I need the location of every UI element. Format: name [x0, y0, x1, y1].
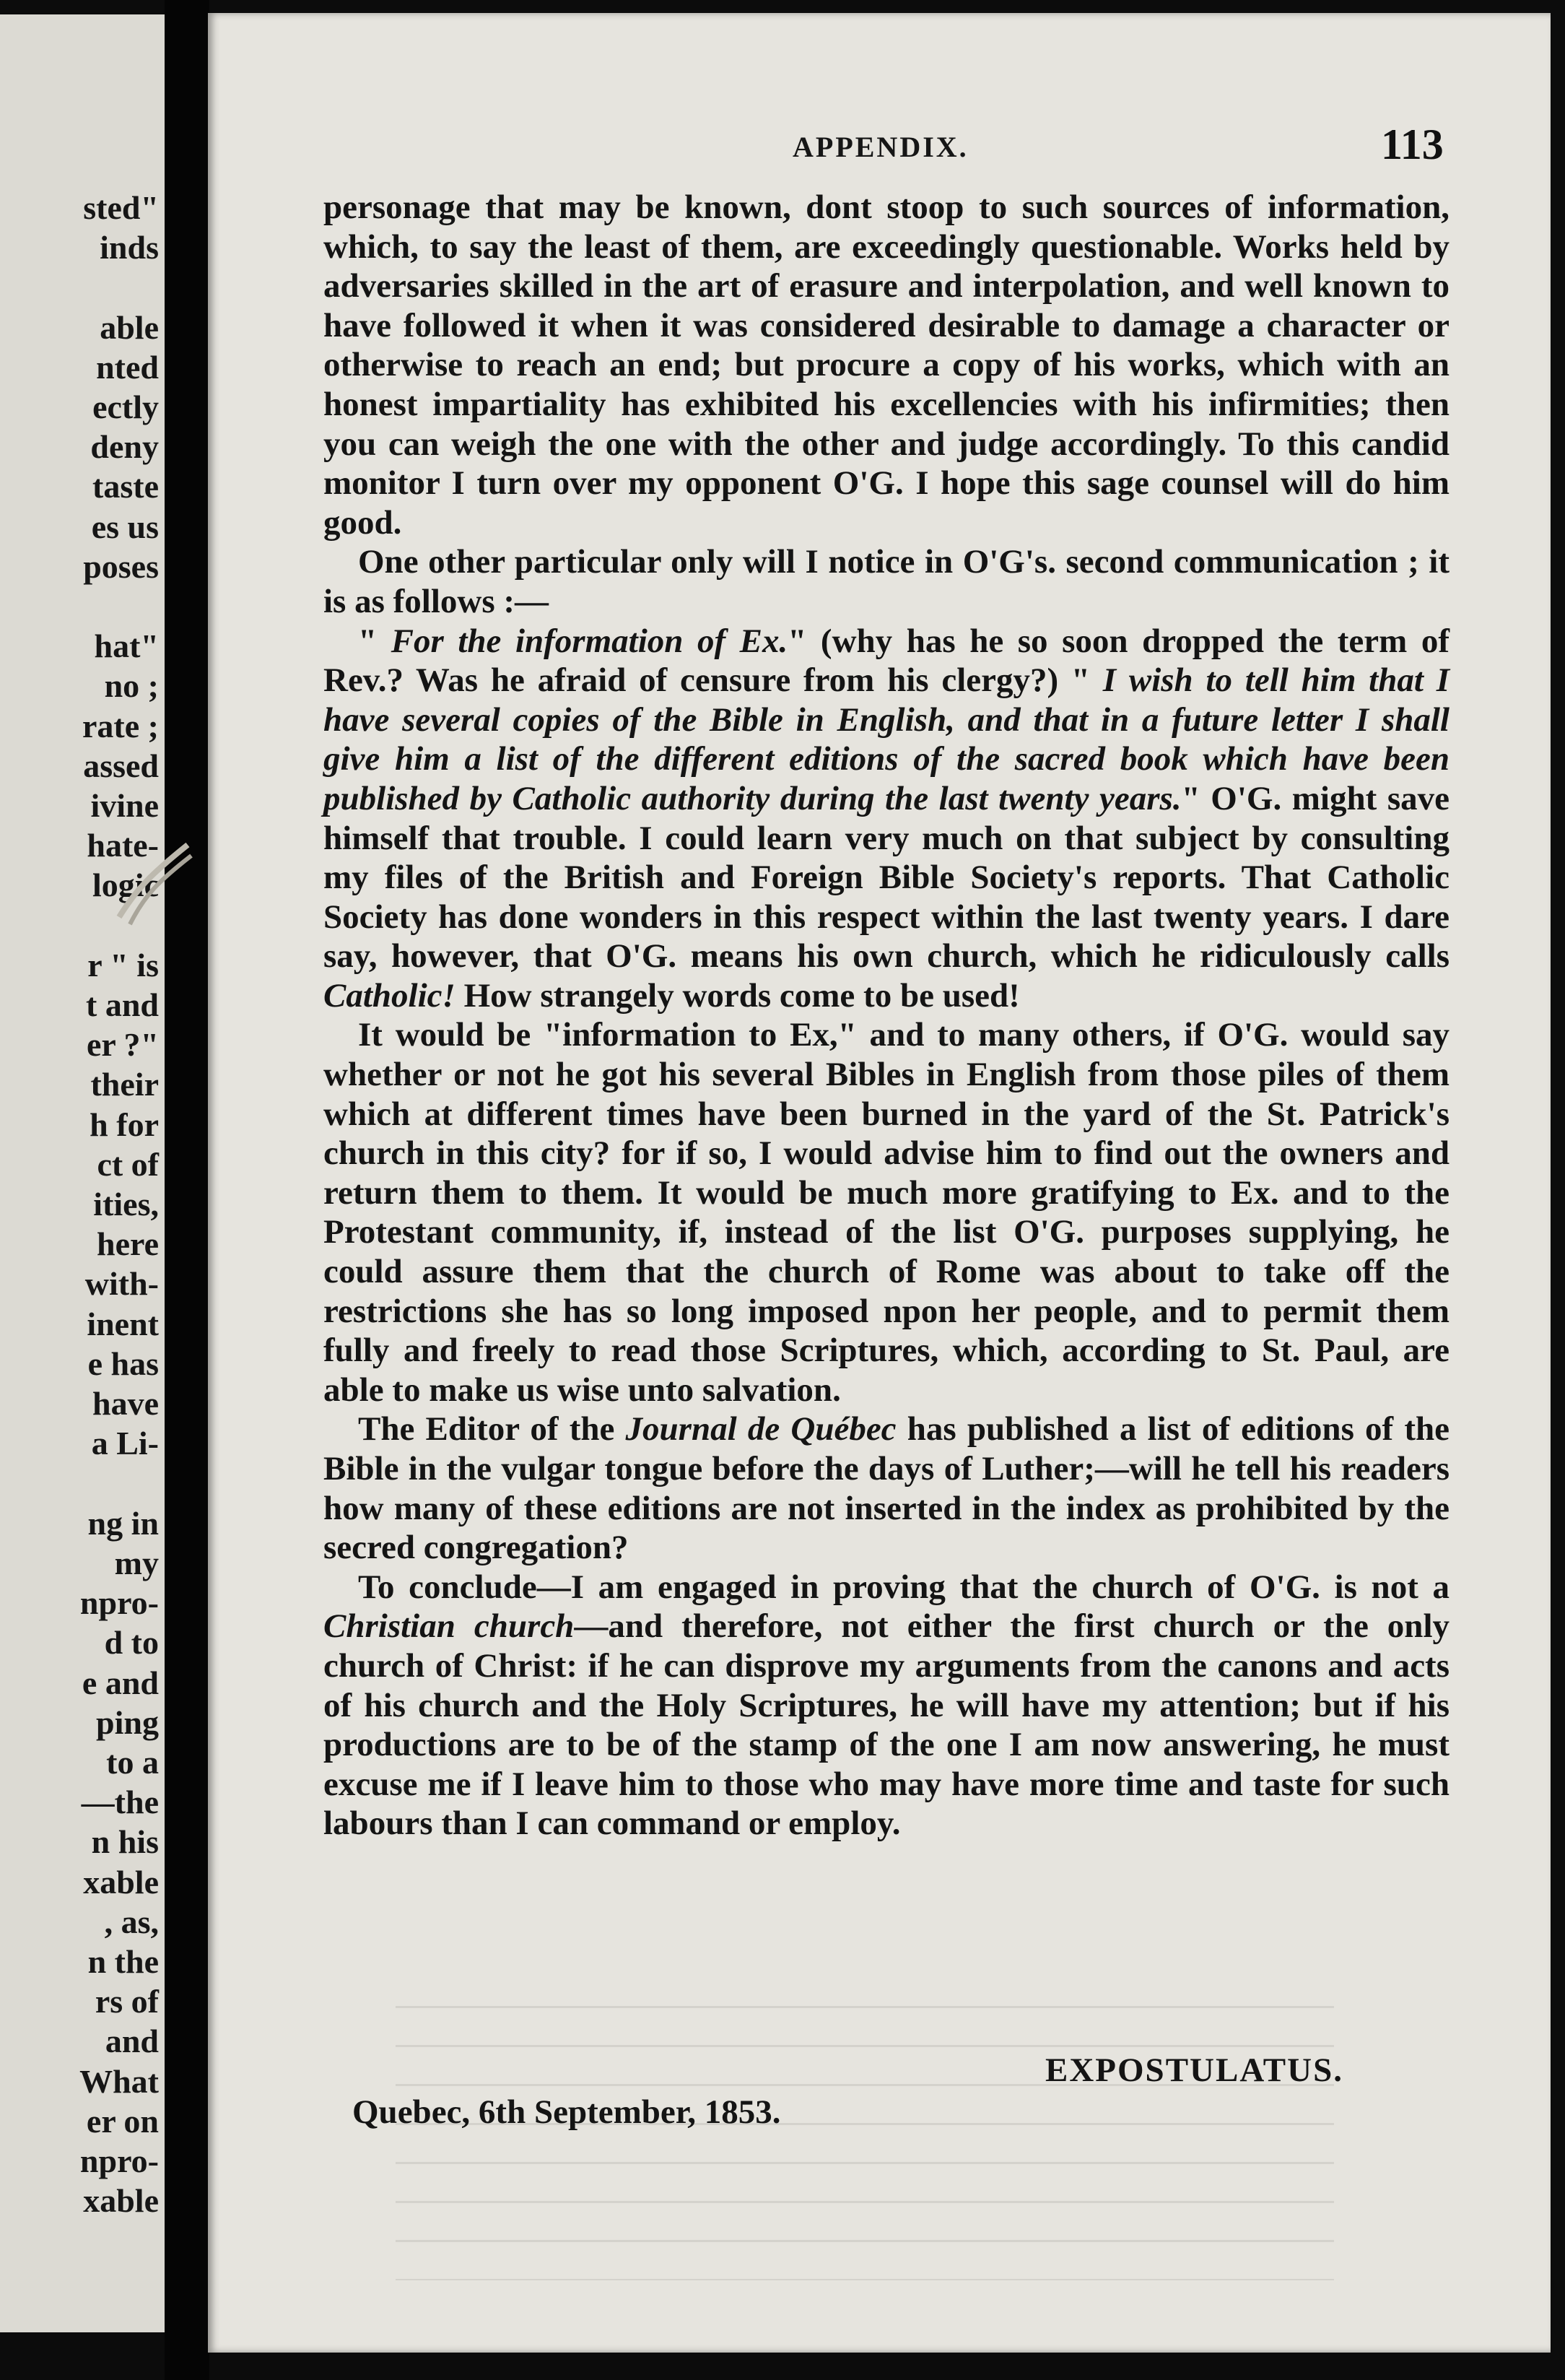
previous-page-line: ivine: [90, 787, 159, 825]
paragraph: [323, 1410, 1450, 1567]
previous-page-line: t and: [86, 986, 159, 1024]
previous-page-line: h for: [90, 1106, 159, 1143]
book-page: [208, 13, 1551, 2353]
previous-page-lines: [79, 188, 159, 2220]
binding-thread: [115, 830, 195, 931]
page-number: 113: [1381, 121, 1444, 168]
previous-page-line: with-: [84, 1265, 159, 1303]
italic-text: Journal de Québec: [625, 1410, 897, 1449]
running-title: APPENDIX.: [793, 131, 969, 163]
previous-page-line: hate-: [87, 827, 159, 864]
previous-page-line: r " is: [87, 946, 159, 983]
previous-page-line: ping: [96, 1703, 159, 1741]
text-run: It would be "information to Ex," and to many others, if O'G. would say whether or not he got his several Bibles in English from those piles of them which at different times have been burned in the yard of the St. Patrick's church in this city? for if so, I would advise him to find out the owners and return them to them. It would be much more gratifying to Ex. and to the Protestant community, if, instead of the list O'G. purposes supplying, he could assure them that the church of Rome was about to take off the restrictions she has so long imposed npon her people, and to permit them fully and freely to read those Scriptures, which, according to St. Paul, are able to make us wise unto salvation.: [323, 1016, 1450, 1409]
previous-page-line: deny: [90, 428, 159, 466]
previous-page-line: logic: [92, 867, 159, 904]
previous-page-line: n the: [87, 1942, 159, 1980]
text-run: has published a list of editions of the Bible in the vulgar tongue before the days of Luther;—will he tell his readers how many of these editions are not inserted in the index as prohibited by the secred congregation?: [323, 1410, 1450, 1567]
body-text: [323, 188, 1450, 1843]
previous-page-line: npro-: [79, 2142, 159, 2179]
previous-page-line: es us: [91, 508, 159, 545]
previous-page-line: and: [105, 2023, 159, 2060]
paragraph: [323, 1015, 1450, 1410]
previous-page-line: their: [90, 1066, 159, 1103]
italic-text: Catholic!: [323, 976, 455, 1015]
book-gutter: [165, 0, 209, 2380]
text-run: personage that may be known, dont stoop to such sources of information, which, to say the least of them, are exceedingly questionable. Works held by adversaries skilled in the art of erasure and interpolation, and well known to have followed it when it was considered desirable to damage a character or otherwise to reach an end; but procure a copy of his works, which with an honest impartiality has exhibited his excellencies with his infirmities; then you can weigh the one with the other and judge accordingly. To this candid monitor I turn over my opponent O'G. I hope this sage counsel will do him good.: [323, 188, 1450, 542]
paragraph: [323, 1568, 1450, 1843]
previous-page-line: inds: [100, 229, 159, 266]
previous-page-line: no ;: [104, 667, 159, 705]
signature: EXPOSTULATUS.: [1045, 2051, 1343, 2089]
previous-page-line: hat": [94, 627, 159, 665]
previous-page-line: e and: [82, 1664, 159, 1701]
previous-page-line: [79, 267, 159, 307]
previous-page-line: ng in: [87, 1504, 159, 1542]
previous-page-line: nted: [96, 348, 159, 386]
text-run: One other particular only will I notice in O'G's. second communication ; it is as follows :—: [323, 543, 1450, 620]
previous-page-line: [79, 586, 159, 626]
previous-page-line: ct of: [97, 1145, 159, 1183]
previous-page-line: rate ;: [82, 707, 159, 744]
previous-page-line: a Li-: [91, 1425, 159, 1462]
bleed-through: [396, 2006, 1334, 2280]
paragraph: [323, 622, 1450, 1016]
text-run: How strangely words come to be used!: [455, 976, 1020, 1015]
previous-page-line: e has: [87, 1345, 159, 1382]
previous-page-line: to a: [106, 1743, 159, 1781]
previous-page-line: xable: [83, 1863, 159, 1901]
previous-page-line: ities,: [93, 1186, 159, 1223]
previous-page-line: poses: [83, 547, 159, 585]
previous-page-line: here: [96, 1225, 159, 1263]
previous-page-line: xable: [83, 2182, 159, 2220]
previous-page-line: What: [79, 2062, 159, 2100]
previous-page-line: er on: [86, 2102, 159, 2140]
text-run: To conclude—I am engaged in proving that the church of O'G. is not a: [358, 1568, 1450, 1606]
text-run: " O'G. might save himself that trouble. I could learn very much on that subject by consulting my files of the British and Foreign Bible Society's reports. That Catholic Society has done wonders in this respect within the last twenty years. I dare say, however, that O'G. means his own church, which he ridiculously calls: [323, 779, 1450, 976]
italic-text: Christian church: [323, 1607, 575, 1646]
previous-page-line: my: [114, 1544, 159, 1581]
previous-page-line: inent: [87, 1305, 159, 1342]
previous-page-fragment: [0, 14, 165, 2332]
dateline: Quebec, 6th September, 1853.: [352, 2093, 781, 2131]
italic-text: For the information of Ex.: [391, 622, 788, 660]
text-run: —and therefore, not either the first church or the only church of Christ: if he can disprove my arguments from the canons and acts of his church and the Holy Scriptures, he will have my attention; but if his productions are to be of the stamp of the one I am now answering, he must excuse me if I leave him to those who may have more time and taste for such labours than I can command or employ.: [323, 1607, 1450, 1843]
italic-text: I wish to tell him that I have several copies of the Bible in English, and that in a future letter I shall give him a list of the different editions of the sacred book which have been published by Catholic authority during the last twenty years.: [323, 661, 1450, 817]
previous-page-line: able: [100, 308, 159, 346]
paragraph: [323, 542, 1450, 621]
text-run: ": [358, 622, 391, 660]
previous-page-line: er ?": [86, 1026, 159, 1064]
previous-page-line: , as,: [104, 1903, 159, 1940]
text-run: " (why has he so soon dropped the term of Rev.? Was he afraid of censure from his clergy?) ": [323, 622, 1450, 700]
text-run: The Editor of the: [358, 1410, 626, 1449]
previous-page-line: assed: [83, 747, 159, 784]
previous-page-line: —the: [81, 1784, 159, 1821]
previous-page-line: ectly: [92, 388, 159, 426]
previous-page-line: rs of: [95, 1983, 159, 2020]
previous-page-line: d to: [104, 1624, 159, 1662]
previous-page-line: taste: [92, 468, 159, 505]
previous-page-line: have: [92, 1385, 159, 1423]
previous-page-line: n his: [91, 1823, 159, 1861]
previous-page-line: npro-: [79, 1584, 159, 1622]
previous-page-line: sted": [83, 189, 159, 226]
paragraph: [323, 188, 1450, 542]
running-head: [208, 114, 1551, 172]
previous-page-line: [79, 1464, 159, 1503]
